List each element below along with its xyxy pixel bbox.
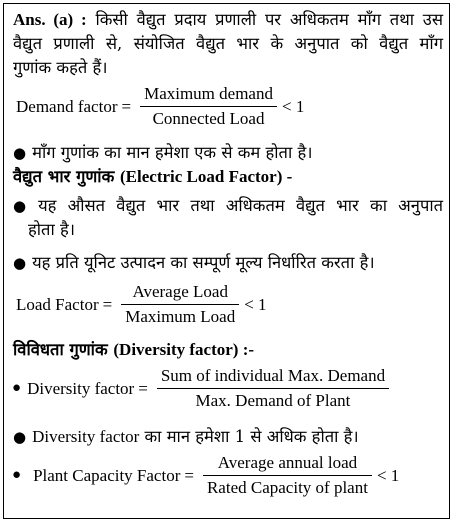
answer-label: Ans. (a) :	[13, 10, 87, 29]
load-factor-equals: =	[102, 294, 113, 314]
demand-factor-formula	[16, 84, 443, 129]
demand-factor-fraction	[140, 84, 277, 129]
load-heading-hindi: वैद्युत भार गुणांक	[13, 167, 115, 186]
plant-capacity-formula	[12, 453, 443, 498]
bullet-icon: ●	[12, 467, 22, 483]
capacity-factor-denominator: Rated Capacity of plant	[206, 478, 368, 497]
load-bullet-2: ● यह प्रति यूनिट उत्पादन का सम्पूर्ण मूल्य निर्धारित करता है।	[13, 253, 375, 272]
diversity-heading-hindi: विविधता गुणांक	[13, 340, 108, 359]
answer-box	[3, 3, 450, 519]
bullet-icon: ●	[13, 428, 27, 446]
demand-factor-lhs: Demand factor	[16, 96, 118, 116]
capacity-factor-lhs: Plant Capacity Factor	[33, 465, 181, 485]
diversity-note: ● Diversity factor का मान हमेशा 1 से अधिक होता है।	[13, 427, 359, 446]
diversity-factor-denominator: Max. Demand of Plant	[195, 391, 351, 410]
load-factor-denominator: Maximum Load	[125, 307, 236, 326]
diversity-heading	[13, 338, 443, 362]
diversity-factor-fraction	[157, 366, 389, 411]
bullet-icon: ●	[12, 380, 22, 396]
demand-factor-equals: =	[121, 96, 132, 116]
load-bullet-1-line-2: होता है।	[28, 220, 75, 239]
demand-factor-numerator: Maximum demand	[144, 84, 273, 103]
load-bullet-1-line-1: ● यह औसत वैद्युत भार तथा अधिकतम वैद्युत भार का अनुपात	[13, 196, 443, 215]
load-heading-english: (Electric Load Factor) -	[120, 167, 293, 186]
capacity-factor-relation: < 1	[376, 465, 400, 485]
diversity-factor-formula	[12, 366, 443, 411]
load-factor-fraction	[121, 282, 239, 327]
capacity-factor-numerator: Average annual load	[217, 453, 358, 472]
load-factor-formula	[16, 282, 443, 327]
demand-factor-denominator: Connected Load	[152, 109, 265, 128]
intro-line-2: वैद्युत प्रणाली से, संयोजित वैद्युत भार के अनुपात को वैद्युत माँग	[13, 34, 443, 53]
bullet-icon: ●	[13, 254, 27, 272]
load-factor-relation: < 1	[244, 294, 267, 314]
capacity-factor-equals: =	[184, 465, 194, 485]
load-factor-numerator: Average Load	[132, 282, 228, 301]
capacity-factor-fraction	[203, 453, 372, 498]
diversity-factor-numerator: Sum of individual Max. Demand	[160, 366, 386, 385]
bullet-icon: ●	[13, 197, 33, 215]
demand-note: ● माँग गुणांक का मान हमेशा एक से कम होता है।	[13, 143, 313, 162]
diversity-factor-lhs: Diversity factor	[27, 378, 135, 398]
intro-line-3: गुणांक कहते हैं।	[13, 58, 108, 77]
load-factor-lhs: Load Factor	[16, 294, 99, 314]
bullet-icon: ●	[13, 144, 27, 162]
intro-text-1: किसी वैद्युत प्रदाय प्रणाली पर अधिकतम माँग तथा उस	[95, 10, 443, 29]
diversity-heading-english: (Diversity factor) :-	[113, 340, 255, 359]
demand-factor-relation: < 1	[281, 96, 305, 116]
intro-line-1	[13, 8, 443, 32]
load-factor-heading	[13, 165, 443, 189]
diversity-factor-equals: =	[138, 378, 148, 398]
